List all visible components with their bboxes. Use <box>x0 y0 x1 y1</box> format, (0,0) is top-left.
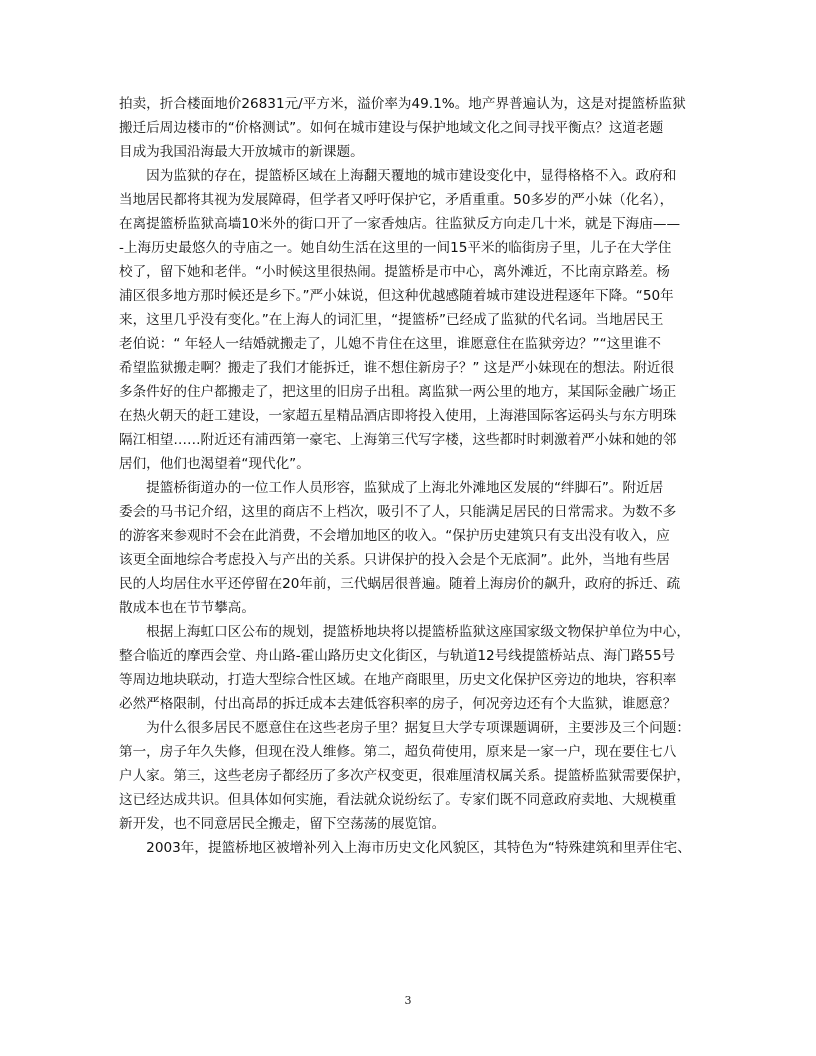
text-line: 希望监狱搬走啊？搬走了我们才能拆迁，谁不想住新房子？” 这是严小妹现在的想法。附近很 <box>119 360 675 376</box>
text-line: 多条件好的住户都搬走了，把这里的旧房子出租。离监狱一两公里的地方，某国际金融广场正 <box>119 384 677 400</box>
text-line: 目成为我国沿海最大开放城市的新课题。 <box>119 144 364 160</box>
text-line: 根据上海虹口区公布的规划，提篮桥地块将以提篮桥监狱这座国家级文物保护单位为中心， <box>119 624 690 640</box>
text-line: 委会的马书记介绍，这里的商店不上档次，吸引不了人，只能满足居民的日常需求。为数不多 <box>119 504 677 520</box>
text-line: 整合临近的摩西会堂、舟山路-霍山路历史文化街区，与轨道12号线提篮桥站点、海门路55号 <box>119 648 676 664</box>
text-line: 搬迁后周边楼市的“价格测试”。如何在城市建设与保护地域文化之间寻找平衡点？这道老题 <box>119 120 664 136</box>
text-line: 来，这里几乎没有变化。”在上海人的词汇里，“提篮桥”已经成了监狱的代名词。当地居民王 <box>119 312 664 328</box>
text-line: 必然严格限制，付出高昂的拆迁成本去建低容积率的房子，何况旁边还有个大监狱，谁愿意？ <box>119 696 677 712</box>
page-number: 3 <box>404 994 412 1007</box>
text-line: 居们，他们也渴望着“现代化”。 <box>119 456 310 472</box>
text-line: 校了，留下她和老伴。“小时候这里很热闹。提篮桥是市中心，离外滩近，不比南京路差。杨 <box>119 264 670 280</box>
text-line: 等周边地块联动，打造大型综合性区域。在地产商眼里，历史文化保护区旁边的地块，容积率 <box>119 672 677 688</box>
text-line: 因为监狱的存在，提篮桥区域在上海翻天覆地的城市建设变化中，显得格格不入。政府和 <box>119 168 677 184</box>
text-line: 新开发，也不同意居民全搬走，留下空荡荡的展览馆。 <box>119 816 446 832</box>
text-line: 散成本也在节节攀高。 <box>119 600 255 616</box>
text-line: 浦区很多地方那时候还是乡下。”严小妹说，但这种优越感随着城市建设进程逐年下降。“50年 <box>119 288 674 304</box>
body-text <box>119 92 701 860</box>
text-line: 拍卖，折合楼面地价26831元/平方米，溢价率为49.1%。地产界普遍认为，这是对提篮桥监狱 <box>119 96 686 112</box>
text-line: 2003年，提篮桥地区被增补列入上海市历史文化风貌区，其特色为“特殊建筑和里弄住宅、 <box>119 840 691 856</box>
text-line: 提篮桥街道办的一位工作人员形容，监狱成了上海北外滩地区发展的“绊脚石”。附近居 <box>119 480 664 496</box>
text-line: 当地居民都将其视为发展障碍，但学者又呼吁保护它，矛盾重重。50多岁的严小妹（化名）， <box>119 192 674 208</box>
text-line: 该更全面地综合考虑投入与产出的关系。只讲保护的投入会是个无底洞”。此外，当地有些居 <box>119 552 670 568</box>
text-line: 这已经达成共识。但具体如何实施，看法就众说纷纭了。专家们既不同意政府卖地、大规模重 <box>119 792 677 808</box>
text-line: 在热火朝天的赶工建设，一家超五星精品酒店即将投入使用，上海港国际客运码头与东方明珠 <box>119 408 677 424</box>
text-line: 为什么很多居民不愿意住在这些老房子里？据复旦大学专项课题调研，主要涉及三个问题： <box>119 720 690 736</box>
text-line: 隔江相望……附近还有浦西第一豪宅、上海第三代写字楼，这些都时时刺激着严小妹和她的邻 <box>119 432 677 448</box>
text-line: 第一，房子年久失修，但现在没人维修。第二，超负荷使用，原来是一家一户，现在要住七八 <box>119 744 677 760</box>
text-line: 户人家。第三，这些老房子都经历了多次产权变更，很难厘清权属关系。提篮桥监狱需要保护， <box>119 768 690 784</box>
text-line: 民的人均居住水平还停留在20年前，三代蜗居很普遍。随着上海房价的飙升，政府的拆迁、疏 <box>119 576 681 592</box>
text-line: 的游客来参观时不会在此消费，不会增加地区的收入。“保护历史建筑只有支出没有收入，应 <box>119 528 670 544</box>
text-line: 在离提篮桥监狱高墙10米外的街口开了一家香烛店。往监狱反方向走几十米，就是下海庙—— <box>119 216 681 232</box>
text-line: 老伯说：“ 年轻人一结婚就搬走了，儿媳不肯住在这里，谁愿意住在监狱旁边？”“这里谁不 <box>119 336 662 352</box>
text-line: -上海历史最悠久的寺庙之一。她自幼生活在这里的一间15平米的临街房子里，儿子在大学住 <box>119 240 672 256</box>
